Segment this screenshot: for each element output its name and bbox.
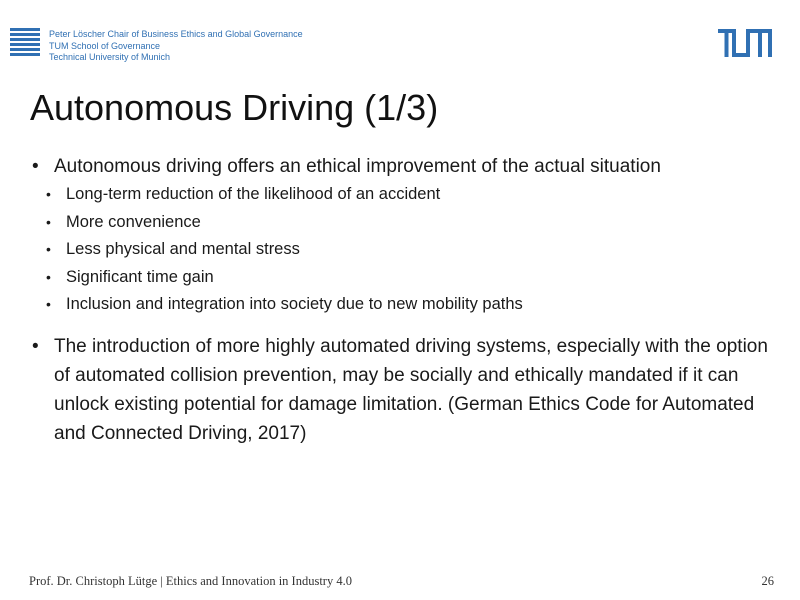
tum-logo-icon [718, 29, 772, 57]
sub-bullet-text: Long-term reduction of the likelihood of an accident [66, 185, 441, 203]
bullet-dot-icon: • [46, 241, 51, 257]
chair-name: Peter Löscher Chair of Business Ethics and Global Governance [49, 29, 303, 39]
sub-bullet-text: More convenience [66, 212, 201, 231]
school-name: TUM School of Governance [49, 40, 161, 51]
sub-bullet-item [30, 209, 770, 237]
bullet-dot-icon: • [32, 335, 39, 357]
page-number: 26 [761, 574, 774, 588]
sub-bullet-item [30, 291, 770, 319]
sub-bullet-list [30, 181, 770, 319]
slide-body [30, 152, 770, 448]
bullet-text: Autonomous driving offers an ethical improvement of the actual situation [54, 156, 661, 177]
bullet-dot-icon: • [46, 296, 51, 312]
bullet-dot-icon: • [46, 213, 51, 230]
sub-bullet-text: Inclusion and integration into society due to new mobility paths [66, 295, 523, 313]
chair-stripes-icon [10, 28, 40, 58]
footer-text: Prof. Dr. Christoph Lütge | Ethics and Innovation in Industry 4.0 [29, 574, 352, 588]
bullet-dot-icon: • [46, 186, 51, 202]
bullet-list [30, 152, 770, 448]
sub-bullet-item [30, 181, 770, 209]
sub-bullet-text: Less physical and mental stress [66, 240, 300, 258]
bullet-item [30, 332, 770, 448]
bullet-dot-icon: • [32, 156, 39, 177]
slide-title: Autonomous Driving (1/3) [30, 87, 439, 128]
bullet-text: The introduction of more highly automated driving systems, especially with the option of automated collision prevention, may be socially and ethically mandated if it can unlock existing potential for damage limitation. (German Ethics Code for Automated and Connected Driving, 2017) [54, 335, 768, 444]
sub-bullet-item [30, 236, 770, 264]
university-name: Technical University of Munich [49, 52, 171, 62]
chair-affiliation [49, 29, 303, 64]
bullet-spacer [30, 319, 770, 332]
sub-bullet-item [30, 264, 770, 292]
bullet-dot-icon: • [46, 268, 51, 285]
bullet-item [30, 152, 770, 181]
sub-bullet-group [30, 181, 770, 319]
sub-bullet-text: Significant time gain [66, 267, 214, 286]
